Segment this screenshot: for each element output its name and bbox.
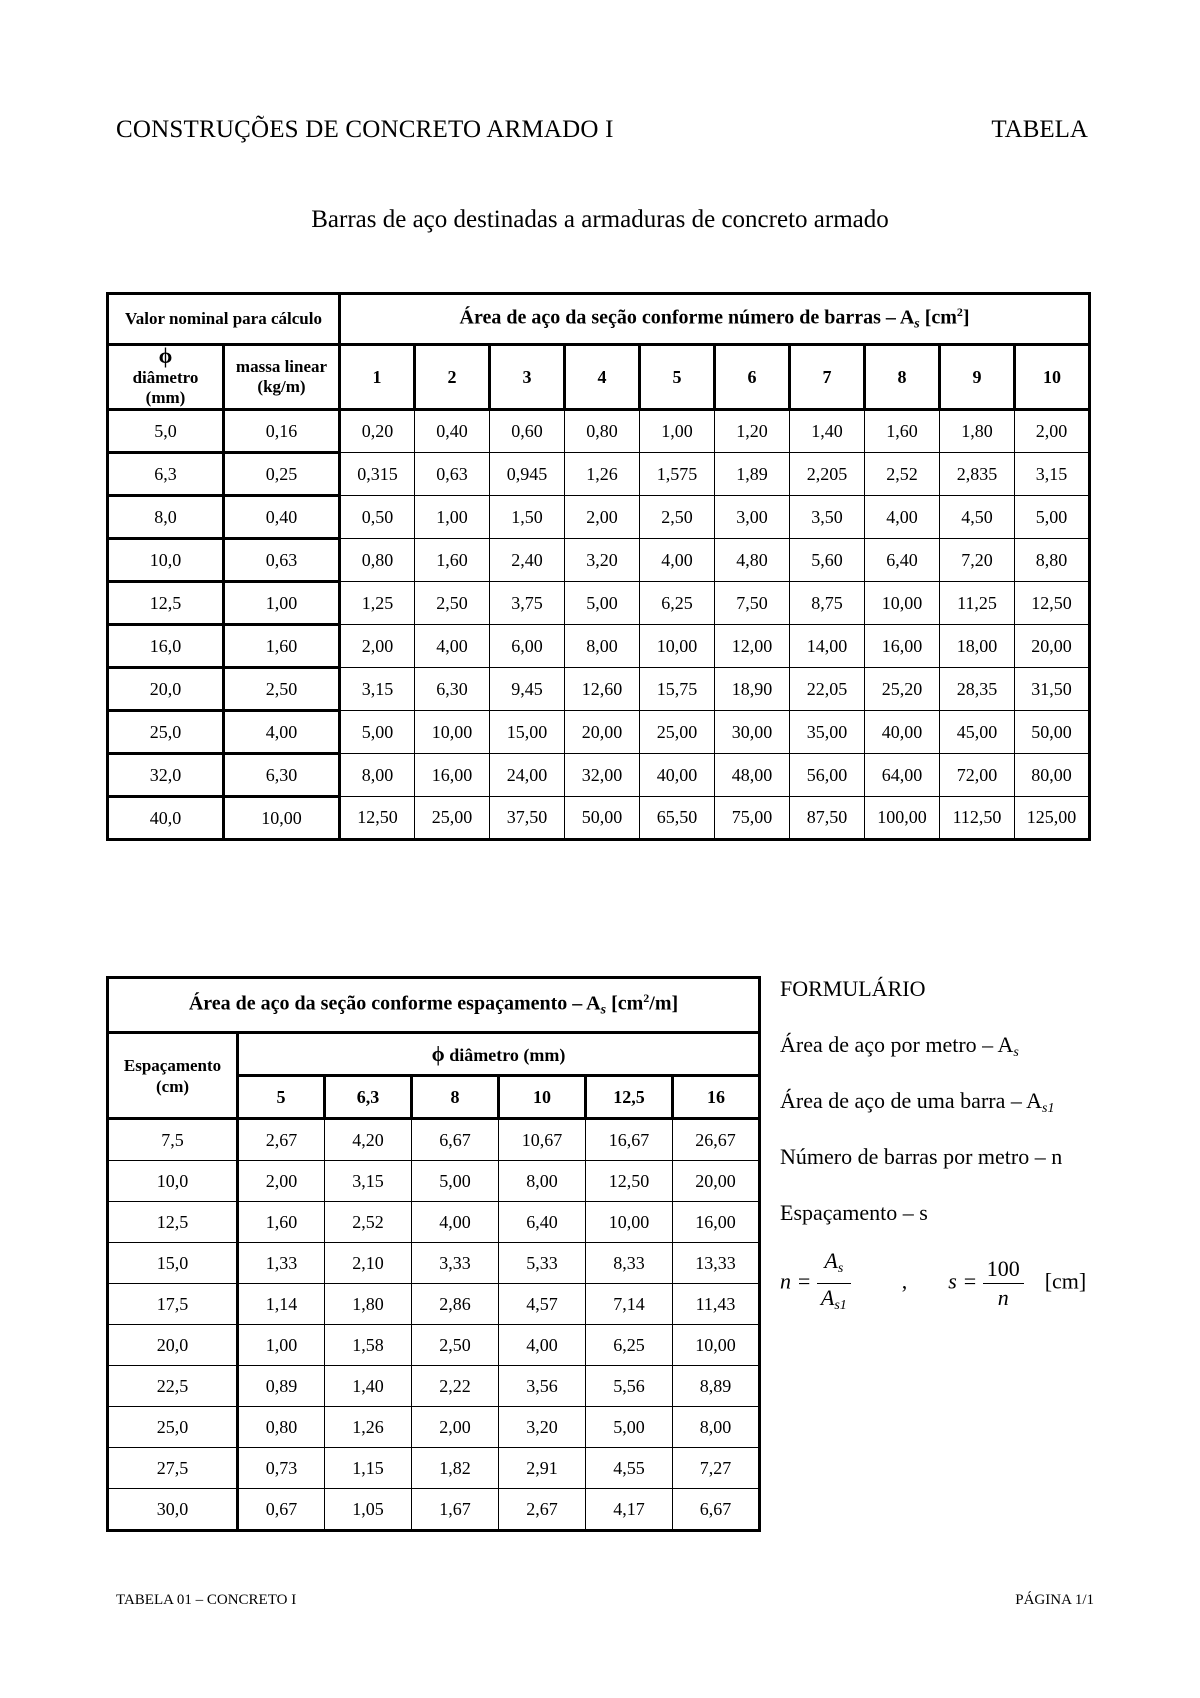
diameter-cell: 16,0 [108,625,224,668]
area-cell: 0,80 [340,539,415,582]
area-cell: 1,26 [325,1407,412,1448]
table-row [108,1202,760,1243]
table-row [108,496,1090,539]
table-row [108,1284,760,1325]
area-cell: 1,20 [715,410,790,453]
formula-line-bars-per-meter: Número de barras por metro – n [780,1144,1063,1169]
area-cell: 4,00 [865,496,940,539]
diameter-cell: 8,0 [108,496,224,539]
bar-count-header: 3 [490,345,565,410]
area-cell: 18,00 [940,625,1015,668]
area-cell: 2,205 [790,453,865,496]
formula-line-area-one-bar: Área de aço de uma barra – $A_{s1}$ [780,1088,1055,1116]
area-cell: 7,50 [715,582,790,625]
area-cell: 10,67 [499,1119,586,1161]
bar-count-header: 4 [565,345,640,410]
phi-symbol: ϕ [158,343,173,368]
area-cell: 0,945 [490,453,565,496]
area-cell: 0,63 [415,453,490,496]
area-cell: 8,00 [673,1407,760,1448]
spacing-cell: 15,0 [108,1243,238,1284]
mass-cell: 0,40 [224,496,340,539]
area-cell: 1,00 [415,496,490,539]
diameter-cell: 20,0 [108,668,224,711]
table-row [108,797,1090,840]
area-cell: 2,00 [340,625,415,668]
area-cell: 1,15 [325,1448,412,1489]
area-cell: 2,50 [415,582,490,625]
area-cell: 15,00 [490,711,565,754]
area-cell: 65,50 [640,797,715,840]
table-row [108,1407,760,1448]
fraction-n: $\frac{A_s}{A_{s1}}$ [817,1248,851,1319]
area-cell: 16,67 [586,1119,673,1161]
bar-count-header: 2 [415,345,490,410]
page-number: PÁGINA 1/1 [1015,1592,1094,1608]
area-cell: 7,14 [586,1284,673,1325]
area-cell: 1,58 [325,1325,412,1366]
area-cell: 25,00 [640,711,715,754]
bar-count-header: 10 [1015,345,1090,410]
area-cell: 31,50 [1015,668,1090,711]
area-cell: 22,05 [790,668,865,711]
area-cell: 16,00 [865,625,940,668]
area-cell: 20,00 [1015,625,1090,668]
area-cell: 3,50 [790,496,865,539]
area-cell: 0,73 [238,1448,325,1489]
area-cell: 3,15 [325,1161,412,1202]
area-cell: 8,00 [340,754,415,797]
area-cell: 7,20 [940,539,1015,582]
area-cell: 2,10 [325,1243,412,1284]
area-cell: 6,67 [412,1119,499,1161]
area-cell: 10,00 [415,711,490,754]
area-cell: 32,00 [565,754,640,797]
area-cell: 10,00 [673,1325,760,1366]
area-cell: 3,75 [490,582,565,625]
footer-left: TABELA 01 – CONCRETO I [116,1592,297,1608]
area-cell: 5,00 [565,582,640,625]
table-row [108,1119,760,1161]
spacing-cell: 25,0 [108,1407,238,1448]
area-cell: 1,14 [238,1284,325,1325]
table-row [108,1489,760,1531]
area-cell: 56,00 [790,754,865,797]
area-cell: 3,20 [499,1407,586,1448]
area-cell: 5,56 [586,1366,673,1407]
area-cell: 16,00 [415,754,490,797]
area-cell: 12,50 [586,1161,673,1202]
area-cell: 18,90 [715,668,790,711]
area-cell: 2,50 [412,1325,499,1366]
area-cell: 30,00 [715,711,790,754]
area-cell: 1,50 [490,496,565,539]
area-cell: 1,40 [325,1366,412,1407]
table-row [108,1161,760,1202]
table-row [108,410,1090,453]
document-header-title: CONSTRUÇÕES DE CONCRETO ARMADO I [116,116,614,143]
area-cell: 16,00 [673,1202,760,1243]
area-cell: 100,00 [865,797,940,840]
area-cell: 1,00 [238,1325,325,1366]
area-cell: 3,15 [340,668,415,711]
area-cell: 25,20 [865,668,940,711]
mass-cell: 0,25 [224,453,340,496]
area-cell: 0,20 [340,410,415,453]
area-cell: 28,35 [940,668,1015,711]
table-row [108,1325,760,1366]
area-cell: 5,00 [586,1407,673,1448]
bar-count-header: 7 [790,345,865,410]
area-cell: 26,67 [673,1119,760,1161]
area-cell: 24,00 [490,754,565,797]
mass-cell: 4,00 [224,711,340,754]
area-cell: 1,67 [412,1489,499,1531]
fraction-s: $\frac{100}{n}$ [983,1256,1024,1311]
area-cell: 25,00 [415,797,490,840]
area-cell: 12,00 [715,625,790,668]
table-row [108,453,1090,496]
diameter-column-header: 5 [238,1076,325,1119]
area-cell: 1,80 [940,410,1015,453]
mass-cell: 1,60 [224,625,340,668]
area-cell: 2,86 [412,1284,499,1325]
area-cell: 1,89 [715,453,790,496]
bar-count-header: 5 [640,345,715,410]
area-cell: 2,22 [412,1366,499,1407]
area-cell: 37,50 [490,797,565,840]
spacing-cell: 7,5 [108,1119,238,1161]
area-cell: 4,20 [325,1119,412,1161]
table-row [108,1448,760,1489]
spacing-cell: 22,5 [108,1366,238,1407]
table-row [108,754,1090,797]
formula-line-spacing: Espaçamento – s [780,1200,928,1225]
formula-equations: n = $\frac{A_s}{A_{s1}}$ , s = $\frac{100}{n}$ [cm] [780,1248,1086,1319]
area-cell: 5,00 [1015,496,1090,539]
area-cell: 8,89 [673,1366,760,1407]
area-cell: 8,75 [790,582,865,625]
area-cell: 0,40 [415,410,490,453]
area-cell: 13,33 [673,1243,760,1284]
diameter-header: ϕ diâmetro (mm) [108,345,224,410]
area-cell: 40,00 [865,711,940,754]
table-row [108,625,1090,668]
formulary-title: FORMULÁRIO [780,976,926,1001]
diameter-column-header: 8 [412,1076,499,1119]
mass-cell: 1,00 [224,582,340,625]
area-cell: 50,00 [565,797,640,840]
area-cell: 45,00 [940,711,1015,754]
area-cell: 75,00 [715,797,790,840]
area-cell: 2,00 [238,1161,325,1202]
area-cell: 5,60 [790,539,865,582]
diameter-cell: 40,0 [108,797,224,840]
area-cell: 6,25 [586,1325,673,1366]
area-cell: 3,33 [412,1243,499,1284]
area-by-spacing-header: Área de aço da seção conforme espaçamento – $A_s$ $[cm^2/m]$ [108,978,760,1033]
area-cell: 6,40 [499,1202,586,1243]
table-row [108,582,1090,625]
diameter-column-header: 16 [673,1076,760,1119]
area-cell: 1,05 [325,1489,412,1531]
spacing-cell: 20,0 [108,1325,238,1366]
area-cell: 10,00 [640,625,715,668]
area-cell: 3,56 [499,1366,586,1407]
area-cell: 6,25 [640,582,715,625]
bar-area-table [106,292,1091,841]
area-cell: 1,80 [325,1284,412,1325]
area-cell: 0,80 [238,1407,325,1448]
area-cell: 8,00 [565,625,640,668]
diameter-column-header: 10 [499,1076,586,1119]
area-cell: 8,33 [586,1243,673,1284]
table-row [108,711,1090,754]
area-cell: 0,67 [238,1489,325,1531]
bar-count-header: 9 [940,345,1015,410]
area-cell: 1,60 [238,1202,325,1243]
mass-cell: 2,50 [224,668,340,711]
area-cell: 3,15 [1015,453,1090,496]
area-cell: 1,00 [640,410,715,453]
area-cell: 72,00 [940,754,1015,797]
area-cell: 8,80 [1015,539,1090,582]
area-cell: 40,00 [640,754,715,797]
area-cell: 2,835 [940,453,1015,496]
mass-cell: 0,63 [224,539,340,582]
diameter-cell: 6,3 [108,453,224,496]
diameter-group-header: ϕ diâmetro (mm) [238,1033,760,1076]
area-cell: 50,00 [1015,711,1090,754]
area-cell: 2,91 [499,1448,586,1489]
area-cell: 0,315 [340,453,415,496]
area-cell: 4,50 [940,496,1015,539]
area-cell: 3,00 [715,496,790,539]
area-cell: 125,00 [1015,797,1090,840]
table-row [108,1243,760,1284]
area-cell: 7,27 [673,1448,760,1489]
bar-count-header: 8 [865,345,940,410]
area-cell: 5,33 [499,1243,586,1284]
area-cell: 4,00 [499,1325,586,1366]
diameter-cell: 10,0 [108,539,224,582]
area-cell: 1,26 [565,453,640,496]
spacing-header: Espaçamento (cm) [108,1033,238,1119]
area-cell: 12,50 [340,797,415,840]
mass-cell: 0,16 [224,410,340,453]
table-row [108,1366,760,1407]
area-cell: 14,00 [790,625,865,668]
area-cell: 10,00 [586,1202,673,1243]
formula-line-area-per-meter: Área de aço por metro – $A_s$ [780,1032,1019,1060]
area-cell: 12,50 [1015,582,1090,625]
area-cell: 3,20 [565,539,640,582]
area-cell: 1,40 [790,410,865,453]
area-cell: 2,67 [238,1119,325,1161]
table-row [108,668,1090,711]
area-cell: 4,80 [715,539,790,582]
diameter-cell: 25,0 [108,711,224,754]
area-cell: 80,00 [1015,754,1090,797]
area-cell: 87,50 [790,797,865,840]
nominal-value-header: Valor nominal para cálculo [108,294,340,345]
area-cell: 2,00 [565,496,640,539]
area-cell: 9,45 [490,668,565,711]
area-cell: 11,25 [940,582,1015,625]
area-cell: 0,89 [238,1366,325,1407]
area-cell: 0,50 [340,496,415,539]
spacing-cell: 27,5 [108,1448,238,1489]
linear-mass-header: massa linear (kg/m) [224,345,340,410]
phi-symbol: ϕ [431,1041,445,1066]
spacing-cell: 10,0 [108,1161,238,1202]
area-cell: 4,55 [586,1448,673,1489]
area-cell: 5,00 [340,711,415,754]
area-cell: 1,60 [415,539,490,582]
spacing-area-table [106,976,761,1532]
area-cell: 0,80 [565,410,640,453]
area-cell: 2,67 [499,1489,586,1531]
area-cell: 1,25 [340,582,415,625]
area-cell: 12,60 [565,668,640,711]
spacing-cell: 17,5 [108,1284,238,1325]
area-cell: 4,00 [415,625,490,668]
area-cell: 2,40 [490,539,565,582]
area-cell: 4,17 [586,1489,673,1531]
area-cell: 15,75 [640,668,715,711]
area-cell: 4,00 [412,1202,499,1243]
area-cell: 1,33 [238,1243,325,1284]
area-cell: 1,575 [640,453,715,496]
area-cell: 2,52 [325,1202,412,1243]
area-by-bar-count-header: Área de aço da seção conforme número de barras – $A_s$ $[cm^2]$ [340,294,1090,345]
area-cell: 8,00 [499,1161,586,1202]
bar-count-header: 1 [340,345,415,410]
area-cell: 6,40 [865,539,940,582]
area-cell: 1,60 [865,410,940,453]
diameter-cell: 32,0 [108,754,224,797]
area-cell: 0,60 [490,410,565,453]
bar-count-header: 6 [715,345,790,410]
area-cell: 4,57 [499,1284,586,1325]
area-cell: 2,00 [1015,410,1090,453]
document-header-label: TABELA [991,116,1088,143]
area-cell: 35,00 [790,711,865,754]
mass-cell: 10,00 [224,797,340,840]
table-row [108,539,1090,582]
diameter-cell: 12,5 [108,582,224,625]
area-cell: 48,00 [715,754,790,797]
diameter-column-header: 12,5 [586,1076,673,1119]
spacing-cell: 30,0 [108,1489,238,1531]
area-cell: 6,00 [490,625,565,668]
area-cell: 10,00 [865,582,940,625]
spacing-cell: 12,5 [108,1202,238,1243]
mass-cell: 6,30 [224,754,340,797]
diameter-cell: 5,0 [108,410,224,453]
area-cell: 20,00 [565,711,640,754]
area-cell: 112,50 [940,797,1015,840]
area-cell: 4,00 [640,539,715,582]
area-cell: 5,00 [412,1161,499,1202]
area-cell: 1,82 [412,1448,499,1489]
area-cell: 20,00 [673,1161,760,1202]
area-cell: 11,43 [673,1284,760,1325]
area-cell: 6,67 [673,1489,760,1531]
area-cell: 2,00 [412,1407,499,1448]
diameter-column-header: 6,3 [325,1076,412,1119]
area-cell: 6,30 [415,668,490,711]
area-cell: 2,50 [640,496,715,539]
area-cell: 2,52 [865,453,940,496]
area-cell: 64,00 [865,754,940,797]
page-title: Barras de aço destinadas a armaduras de concreto armado [311,206,889,233]
